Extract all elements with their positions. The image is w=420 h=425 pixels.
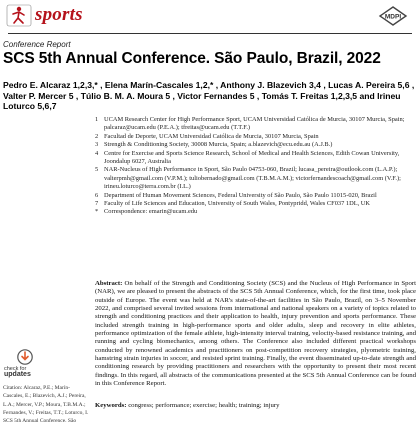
keywords-label: Keywords: [95, 402, 127, 409]
journal-header [0, 0, 420, 32]
affiliation-number: 5 [95, 166, 99, 174]
affiliation-number: 4 [95, 149, 99, 157]
affiliation-item [95, 192, 415, 200]
affiliation-number: 2 [95, 132, 99, 140]
affiliation-item [95, 208, 415, 216]
check-for-updates-line2: updates [4, 371, 31, 378]
affiliation-number: 6 [95, 191, 99, 199]
check-for-updates-label [4, 366, 48, 378]
affiliation-number: 3 [95, 141, 99, 149]
affiliation-item [95, 141, 415, 149]
affiliation-number: * [95, 208, 99, 216]
mdpi-logo [378, 6, 408, 26]
affiliation-text: Faculty of Life Sciences and Education, University of South Wales, Pontypridd, Wales CF037 1DL, UK [104, 200, 371, 208]
affiliation-text: Correspondence: emarin@ucam.edu [104, 208, 198, 216]
check-for-updates-line1: check for [4, 366, 27, 372]
affiliation-item [95, 116, 415, 133]
check-for-updates-badge[interactable] [4, 349, 44, 383]
affiliation-text: Strength & Conditioning Society, 30008 Murcia, Spain; a.blazevich@ecu.edu.au (A.J.B.) [104, 141, 333, 149]
author-list [3, 80, 417, 112]
affiliation-text: Centre for Exercise and Sports Science Research, School of Medical and Health Sciences, Edith Cowan University, Joondalup 6027, Australia [104, 149, 400, 166]
sports-journal-icon [7, 5, 31, 26]
journal-name: sports [35, 4, 83, 25]
citation-sidebar: Citation: Alcaraz, P.E.; Marín-Cascales, E.; Blazevich, A.J.; Pereira, L.A.; Mercer, V.P.; Moura, T.B.M.A.; Fernandes, V.; Freitas, T.T.; Loturco, I. SCS 5th Annual Conference. São [3, 385, 89, 425]
keywords-text: congress; performance; exercise; health; training; injury [128, 402, 280, 409]
affiliation-number: 1 [95, 116, 99, 123]
abstract-text: On behalf of the Strength and Conditioning Society (SCS) and the Nucleus of High Performance in Sport (NAR), we are pleased to present the abstracts of the SCS 5th Annual Conference, which, for the first time, took place outside of Europe. The event was held at NAR's state-of-the-art facilities in São Paulo, Brazil, on 3–5 November 2022, and comprised several invited sessions from international and national speakers on a variety of topics related to strength and conditioning practices and their application to health, injury prevention and sports performance. These included strength training in high-performance sports and older adults, sleep and recovery in elite athletes, performance optimization of the female athlete, high-intensity interval training, velocity-based resistance training, and running and cycling biomechanics, among others. The Conference also included different practical workshops conducted by renowned academics and practitioners on post-competition recovery strategies, plyometric training, hamstring strain injuries in soccer, and resisted sprint training. Finally, the event disseminated up-to-date strength and conditioning research by providing practitioners and researchers with the opportunity to present their most recent findings. In this regard, all abstracts of the communications presented at the SCS 5th Annual Conference can be found in this Conference Report. [95, 280, 417, 388]
affiliation-number: 7 [95, 200, 99, 208]
affiliation-text: UCAM Research Center for High Performance Sport, UCAM Universidad Católica de Murcia, 30107 Murcia, Spain; palcaraz@ucam.edu (P.E.A.); tfreitas@ucam.edu (T.T.F.) [104, 116, 405, 132]
keywords [95, 402, 416, 409]
affiliation-item [95, 150, 415, 167]
affiliation-item [95, 166, 415, 191]
authors-line-2: Valter P. Mercer 5 , Túlio B. M. A. Moura 5 , Victor Fernandes 5 , Tomás T. Freitas 1,2,3,5 and Irineu Loturco 5,6,7 [3, 90, 401, 111]
affiliations [95, 116, 415, 217]
check-for-updates-icon [17, 349, 33, 365]
abstract [95, 280, 416, 388]
affiliation-text: Department of Human Movement Sciences, Federal University of São Paulo, São Paulo 11015-020, Brazil [104, 191, 377, 199]
affiliation-text: NAR-Nucleus of High Performance in Sport, São Paulo 04753-060, Brazil; lucasa_pereira@outlook.com (L.A.P.); valterpmh@gmail.com (V.P.M.); tuliobernado@gmail.com (T.B.M.A.M.); victorfernandescoach@gmail.com (V.F.); irineu.loturco@terra.com.br (I.L.) [104, 166, 401, 191]
authors-line-1: Pedro E. Alcaraz 1,2,3,* , Elena Marín-Cascales 1,2,* , Anthony J. Blazevich 3,4 , Lucas A. Pereira 5,6 , [3, 80, 415, 90]
article-title: SCS 5th Annual Conference. São Paulo, Brazil, 2022 [3, 50, 381, 67]
article-type: Conference Report [3, 40, 71, 49]
affiliation-item [95, 133, 415, 141]
abstract-label: Abstract: [95, 280, 123, 287]
svg-text:MDPI: MDPI [384, 13, 402, 21]
affiliation-text: Facultad de Deporte, UCAM Universidad Católica de Murcia, 30107 Murcia, Spain [104, 132, 319, 140]
affiliation-item [95, 200, 415, 208]
header-divider [8, 33, 412, 34]
